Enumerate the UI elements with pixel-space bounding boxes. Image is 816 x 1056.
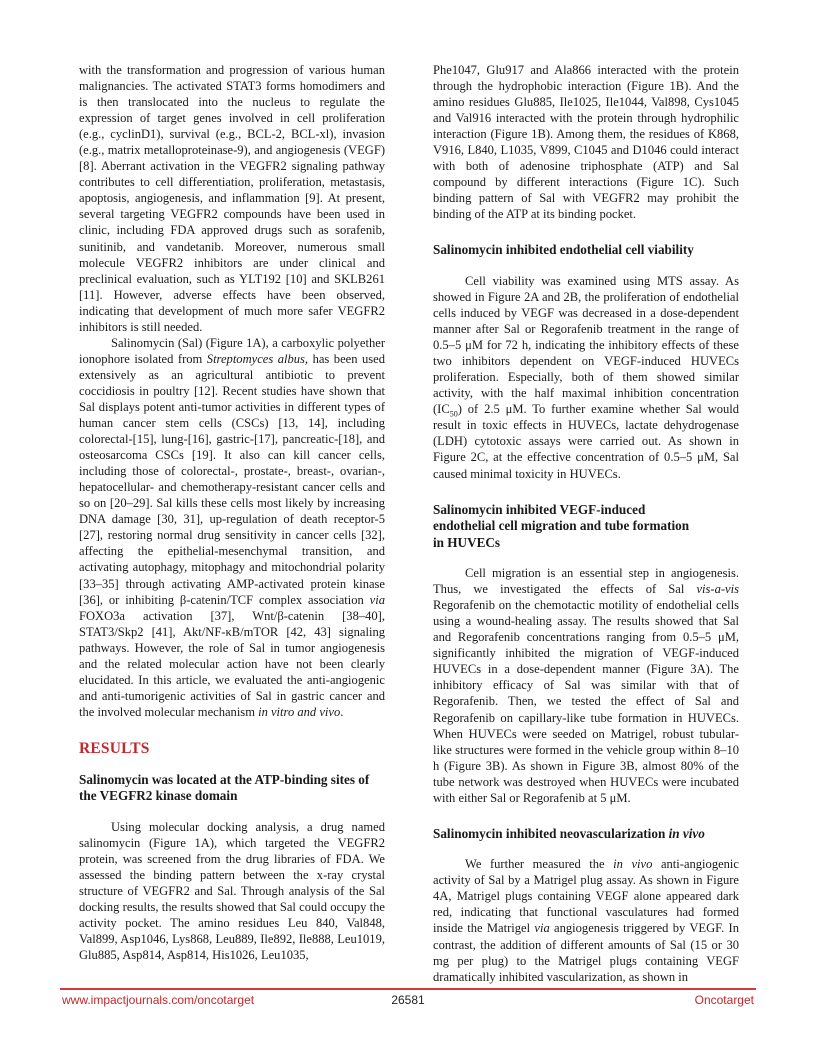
text-run: FOXO3a activation [37], Wnt/β-catenin [38–40], STAT3/Skp2 [41], Akt/NF-κB/mTOR [42, 43] signaling pathways. However, the role of Sal in tumor angiogenesis and the related molecular action have not been clearly elucidated. In this article, we evaluated the anti-angiogenic and anti-tumorigenic activities of Sal in gastric cancer and the involved molecular mechanism	[79, 608, 385, 719]
italic-text: in vitro and vivo	[258, 704, 341, 719]
body-paragraph: Phe1047, Glu917 and Ala866 interacted with the protein through the hydrophobic interaction (Figure 1B). And the amino residues Glu885, Ile1025, Ile1044, Val898, Cys1045 and Val916 interacted with the protein through hydrophilic interaction (Figure 1B). Among them, the residues of K868, V916, L840, L1035, V899, C1045 and D1046 could interact with both of adenosine triphosphate (ATP) and Sal compound by different interactions (Figure 1C). Such binding pattern of Sal with VEGFR2 may prohibit the binding of the ATP at its binding pocket.	[433, 63, 739, 222]
body-paragraph: with the transformation and progression of various human malignancies. The activated STAT3 forms homodimers and is then translocated into the nucleus to regulate the expression of target genes involved in cell proliferation (e.g., cyclinD1), survival (e.g., BCL-2, BCL-xl), invasion (e.g., matrix metalloproteinase-9), and angiogenesis (VEGF) [8]. Aberrant activation in the VEGFR2 signaling pathway contributes to cell differentiation, proliferation, metastasis, apoptosis, angiogenesis, and inflammation [9]. At present, several targeting VEGFR2 compounds have been used in clinic, including FDA approved drugs such as sorafenib, sunitinib, and vandetanib. Moreover, numerous small molecule VEGFR2 inhibitors are under clinical and preclinical evaluation, such as YLT192 [10] and SKLB261 [11]. However, adverse effects have been observed, indicating that development of much more safer VEGFR2 inhibitors is still needed.	[79, 63, 385, 334]
heading-line: in HUVECs	[433, 534, 501, 550]
italic-text: in vivo	[668, 825, 705, 841]
text-run: ) of 2.5 μM. To further examine whether Sal would result in toxic effects in HUVECs, lactate dehydrogenase (LDH) cytotoxic assays were carried out. As shown in Figure 2C, at the effective concentration of 0.5–5 μM, Sal caused minimal toxicity in HUVECs.	[433, 402, 739, 481]
italic-text: Streptomyces albus,	[206, 351, 309, 366]
body-paragraph	[433, 273, 739, 482]
subscript: 50	[449, 409, 458, 419]
footer-journal-name: Oncotarget	[694, 993, 754, 1007]
left-column	[79, 62, 385, 963]
text-run: has been used extensively as an agricultural antibiotic to prevent coccidiosis in poultry [12]. Recent studies have shown that Sal displays potent anti-tumor activities in different types of human cancer stem cells (CSCs) [13, 14], including colorectal-[15], lung-[16], gastric-[17], pancreatic-[18], and osteosarcoma CSCs [19]. It also can kill cancer cells, including those of colorectal-, prostate-, breast-, ovarian-, hepatocellular- and chemotherapy-resistant cancer cells and so on [20–29]. Sal kills these cells most likely by increasing DNA damage [30, 31], up-regulation of death receptor-5 [27], restoring normal drug sensitivity in cancer cells [32], affecting the epithelial-mesenchymal transition, and activating autophagy, mitophagy and mitochondrial polarity [33–35] through activating AMP-activated protein kinase [36], or inhibiting β-catenin/TCF complex association	[79, 351, 385, 607]
section-heading	[433, 826, 739, 843]
page-number: 26581	[391, 993, 425, 1007]
body-paragraph	[79, 335, 385, 720]
text-run: angiogenesis triggered by VEGF. In contrast, the addition of different amounts of Sal (15 or 30 mg per plug) to the Matrigel plugs containing VEGF dramatically inhibited vascularization, as shown in	[433, 921, 739, 984]
italic-text: vis-a-vis	[696, 582, 739, 597]
heading-text: Salinomycin inhibited neovascularization	[433, 825, 669, 841]
text-run: .	[340, 704, 344, 719]
body-paragraph	[433, 565, 739, 806]
body-paragraph	[433, 856, 739, 984]
section-heading: Salinomycin was located at the ATP-binding sites of the VEGFR2 kinase domain	[79, 771, 370, 804]
italic-text: in vivo	[613, 857, 653, 872]
body-paragraph: Using molecular docking analysis, a drug named salinomycin (Figure 1A), which targeted the VEGFR2 protein, was screened from the drug libraries of FDA. We assessed the binding pattern between the x-ray crystal structure of VEGFR2 and Sal. Through analysis of the Sal docking results, the results showed that Sal could occupy the activity pocket. The amino residues Leu 840, Val848, Val899, Asp1046, Lys868, Leu889, Ile892, Ile888, Leu1019, Glu885, Asp814, Asp814, His1026, Leu1035,	[79, 819, 385, 963]
section-heading	[433, 502, 739, 552]
section-heading: Salinomycin inhibited endothelial cell viability	[433, 242, 694, 258]
italic-text: via	[534, 921, 550, 936]
text-run: Regorafenib on the chemotactic motility of endothelial cells using a wound-healing assay. The results showed that Sal and Regorafenib concentrations ranging from 0.5–5 μM, significantly inhibited the migration of VEGF-induced HUVECs in a dose-dependent manner (Figure 3A). The inhibitory efficacy of Sal was similar with that of Regorafenib. Then, we tested the effect of Sal and Regorafenib on capillary-like tube formation in HUVECs. When HUVECs were seeded on Matrigel, robust tubular-like structures were formed in the vehicle group within 8–10 h (Figure 3B). As shown in Figure 3B, almost 80% of the tube network was destroyed when HUVECs were incubated with either Sal or Regorafenib at 5 μM.	[433, 598, 739, 805]
italic-text: via	[369, 592, 385, 607]
footer-journal-url[interactable]: www.impactjournals.com/oncotarget	[62, 993, 255, 1007]
text-run: We further measured the	[465, 857, 614, 872]
footer-divider	[60, 988, 756, 990]
text-run: Salinomycin (Sal) (Figure 1A), a carboxylic polyether ionophore isolated from	[79, 335, 385, 366]
heading-line: endothelial cell migration and tube formation	[433, 518, 690, 534]
text-run: Cell migration is an essential step in angiogenesis. Thus, we investigated the effects of Sal	[433, 566, 739, 597]
text-run: Cell viability was examined using MTS assay. As showed in Figure 2A and 2B, the proliferation of endothelial cells induced by VEGF was decreased in a dose-dependent manner after Sal or Regorafenib treatment in the range of 0.5–5 μM for 72 h, indicating the inhibitory effects of these two inhibitors dependent on VEGF-induced HUVECs proliferation. Especially, both of them showed similar activity, with the half maximal inhibition concentration (IC	[433, 273, 739, 417]
right-column	[433, 62, 739, 985]
results-heading: RESULTS	[79, 739, 150, 757]
heading-line: Salinomycin inhibited VEGF-induced	[433, 501, 646, 517]
text-run: anti-angiogenic activity of Sal by a Matrigel plug assay. As shown in Figure 4A, Matrigel plugs containing VEGF alone appeared dark red, indicating that functional vasculatures had formed inside the Matrigel	[433, 857, 739, 936]
